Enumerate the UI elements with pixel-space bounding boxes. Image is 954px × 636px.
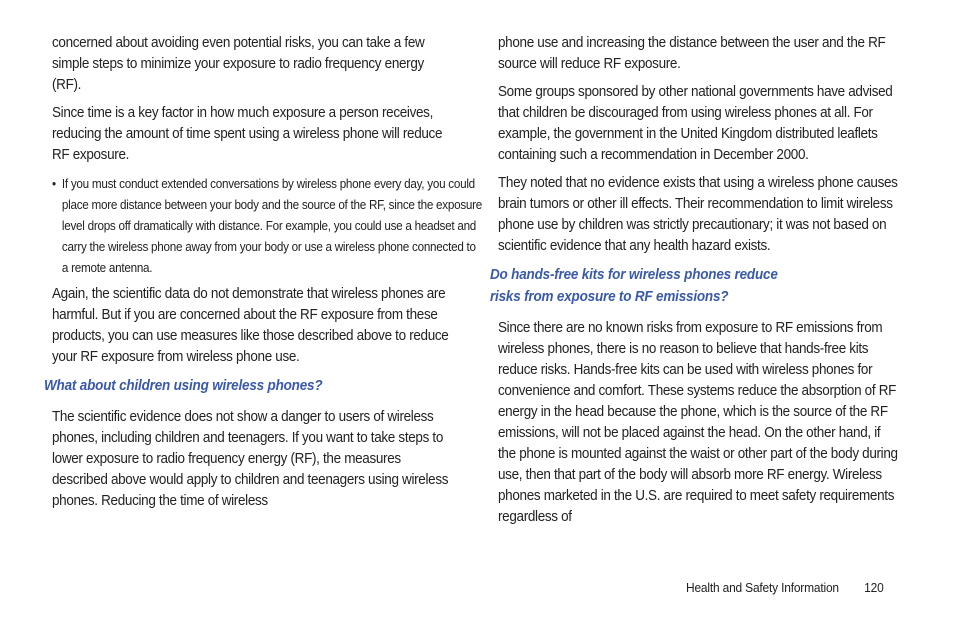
page-footer	[686, 578, 884, 598]
bullet-item	[52, 173, 485, 278]
right-column	[490, 33, 902, 535]
right-paragraph-2: Some groups sponsored by other national governments have advised that children be discouraged from using wireless phones at all. For example, the government in the United Kingdom distributed leaflets containing such a recommendation in December 2000.	[498, 84, 893, 163]
footer-section-title: Health and Safety Information	[686, 580, 839, 595]
left-column	[44, 33, 483, 519]
bullet-mark: •	[52, 176, 56, 191]
left-paragraph-2: Since time is a key factor in how much exposure a person receives, reducing the amount of time spent using a wireless phone will reduce RF exposure.	[52, 105, 443, 163]
right-paragraph-3: They noted that no evidence exists that using a wireless phone causes brain tumors or other ill effects. Their recommendation to limit wireless phone use by children was strictly precautionary; it was not based on scientific evidence that any health hazard exists.	[498, 175, 898, 254]
left-paragraph-4: The scientific evidence does not show a danger to users of wireless phones, including children and teenagers. If you want to take steps to lower exposure to radio frequency energy (RF), the measures described above would apply to children and teenagers using wireless phones. Reducing the time of wireless	[52, 409, 449, 509]
heading-hands-free	[490, 264, 899, 308]
left-paragraph-1: concerned about avoiding even potential risks, you can take a few simple steps to minimize your exposure to radio frequency energy (RF).	[52, 35, 425, 93]
left-paragraph-3: Again, the scientific data do not demonstrate that wireless phones are harmful. But if you are concerned about the RF exposure from these products, you can use measures like those described above to reduce your RF exposure from wireless phone use.	[52, 286, 449, 365]
bullet-text: If you must conduct extended conversations by wireless phone every day, you could place more distance between your body and the source of the RF, since the exposure level drops off dramatically with distance. For example, you could use a headset and carry the wireless phone away from your body or use a wireless phone connected to a remote antenna.	[61, 176, 483, 275]
right-paragraph-1: phone use and increasing the distance between the user and the RF source will reduce RF exposure.	[498, 35, 886, 72]
page-number: 120	[864, 580, 884, 595]
heading-children: What about children using wireless phones?	[44, 378, 323, 394]
heading-hands-free-line-1: Do hands-free kits for wireless phones reduce	[490, 267, 778, 283]
right-paragraph-4: Since there are no known risks from exposure to RF emissions from wireless phones, there is no reason to believe that hands-free kits reduce risks. Hands-free kits can be used with wireless phones for convenience and comfort. These systems reduce the absorption of RF energy in the head because the phone, which is the source of the RF emissions, will not be placed against the head. On the other hand, if the phone is mounted against the waist or other part of the body during use, then that part of the body will absorb more RF energy. Wireless phones marketed in the U.S. are required to meet safety requirements regardless of	[498, 320, 898, 525]
heading-hands-free-line-2: risks from exposure to RF emissions?	[490, 289, 729, 305]
